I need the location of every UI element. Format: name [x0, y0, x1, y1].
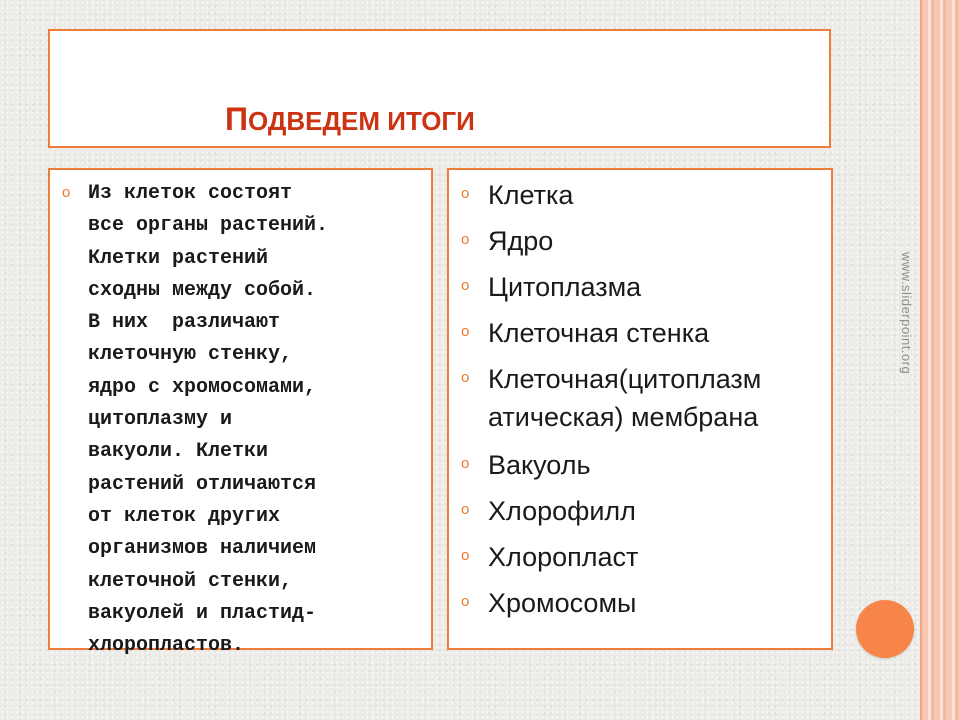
bullet-icon: o — [461, 593, 470, 610]
term-label: Клеточная стенка — [488, 318, 710, 348]
term-label: Хлорофилл — [488, 496, 636, 526]
bullet-icon: o — [461, 323, 470, 340]
term-label: Хромосомы — [488, 588, 637, 618]
bullet-icon: o — [461, 231, 470, 248]
term-label: Клетка — [488, 180, 574, 210]
term-label: Хлоропласт — [488, 542, 639, 572]
term-label: Клеточная(цитоплазм атическая) мембрана — [488, 364, 762, 432]
summary-paragraph: Из клеток состоят все органы растений. Клетки растений сходны между собой. В них различают клеточную стенку, ядро с хромосомами, цитоплазму и вакуоли. Клетки растений отличаются от клеток других организмов наличием клеточной стенки, вакуолей и пластид- хлоропластов. — [88, 182, 329, 658]
title-rest: ОДВЕДЕМ ИТОГИ — [248, 106, 475, 136]
bullet-icon: o — [461, 369, 470, 386]
bullet-icon: o — [62, 184, 71, 201]
term-label: Вакуоль — [488, 450, 591, 480]
decorative-right-stripes — [920, 0, 960, 720]
bullet-icon: o — [461, 455, 470, 472]
decorative-circle — [856, 600, 914, 658]
title-initial: П — [225, 101, 248, 137]
bullet-icon: o — [461, 547, 470, 564]
bullet-icon: o — [461, 185, 470, 202]
terms-box — [447, 168, 833, 650]
term-label: Ядро — [488, 226, 554, 256]
page-title — [225, 99, 475, 141]
watermark: www.sliderpoint.org — [899, 252, 914, 375]
bullet-icon: o — [461, 501, 470, 518]
bullet-icon: o — [461, 277, 470, 294]
title-box — [48, 29, 831, 148]
term-label: Цитоплазма — [488, 272, 642, 302]
summary-text-box — [48, 168, 433, 658]
